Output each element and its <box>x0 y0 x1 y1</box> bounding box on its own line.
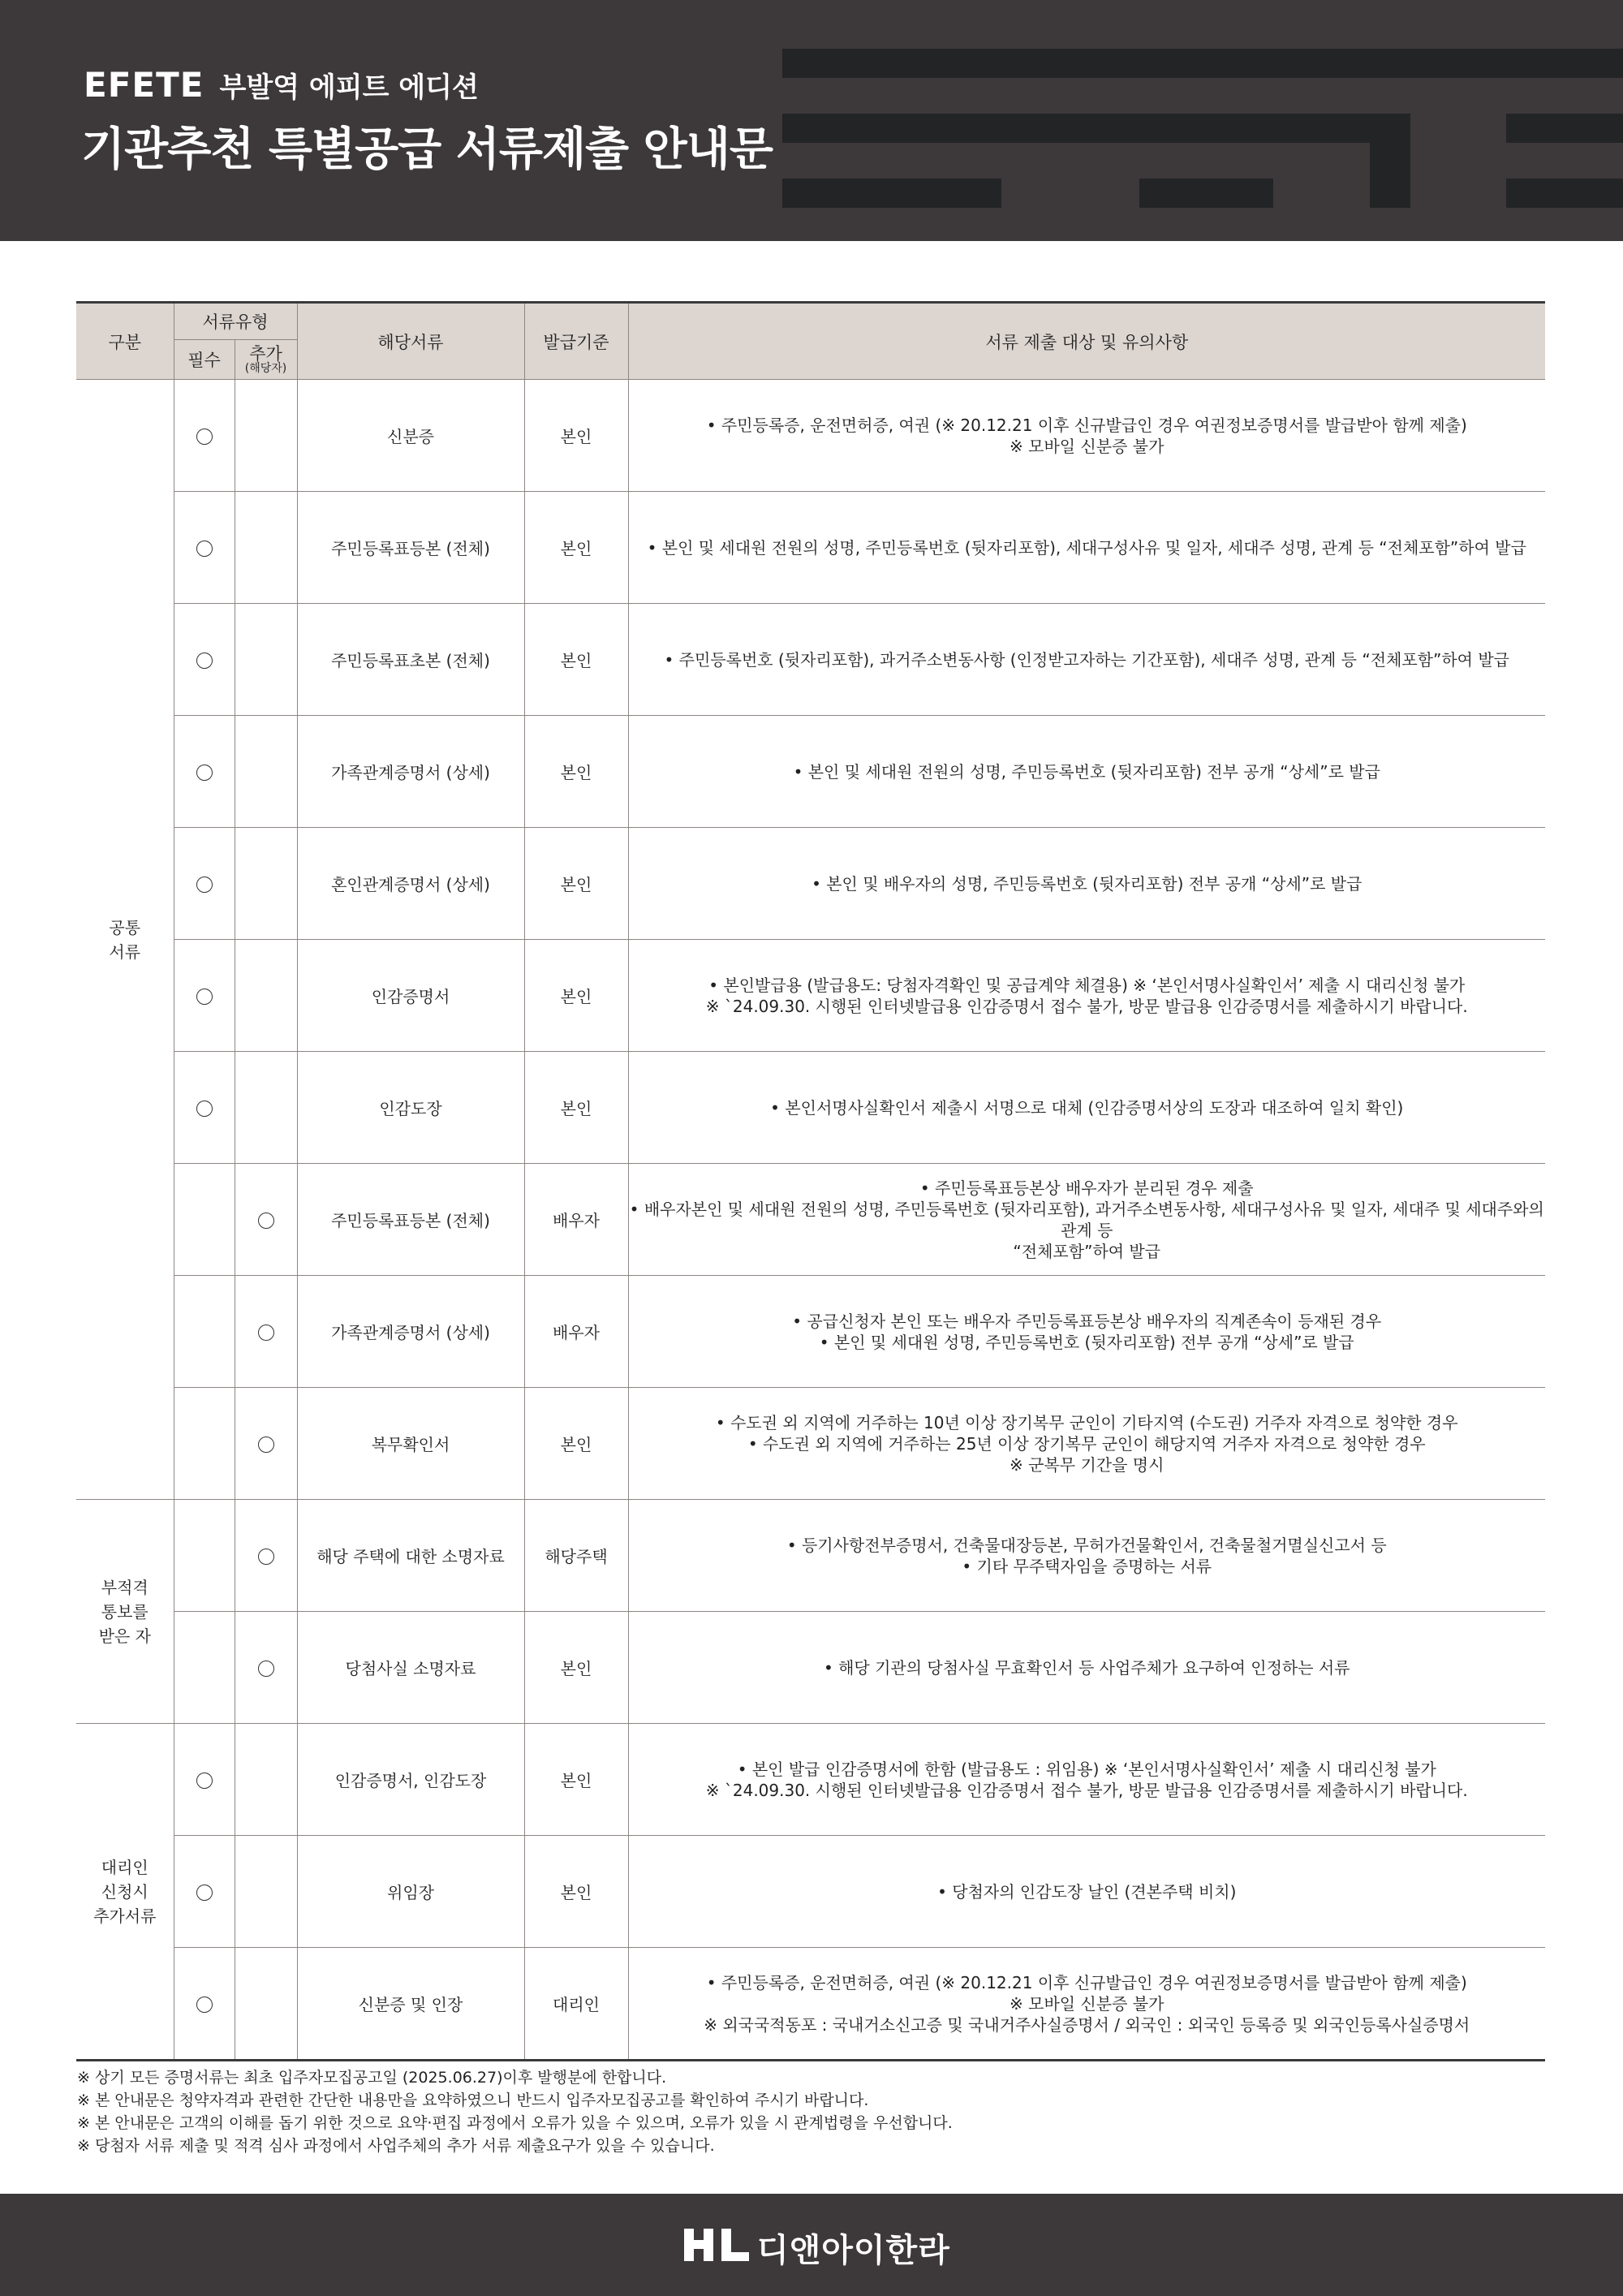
group-label-line: 통보를 <box>101 1601 149 1622</box>
header-notes: 서류 제출 대상 및 유의사항 <box>628 303 1545 380</box>
group-label <box>76 1724 174 2061</box>
issuer: 본인 <box>524 940 628 1052</box>
note-line: • 공급신청자 본인 또는 배우자 주민등록표등본상 배우자의 직계존속이 등재된 경우 <box>792 1311 1382 1331</box>
table-body <box>76 380 1545 2061</box>
required-cell <box>174 1276 235 1388</box>
table-row <box>76 716 1545 828</box>
notes-cell <box>628 1612 1545 1724</box>
note-line: ※ 모바일 신분증 불가 <box>1010 436 1165 456</box>
footnote: ※ 당첨자 서류 제출 및 적격 심사 과정에서 사업주체의 추가 서류 제출요구가 있을 수 있습니다. <box>77 2137 715 2155</box>
page-title: 기관추천 특별공급 서류제출 안내문 <box>81 123 773 176</box>
circle-mark-icon <box>196 1101 213 1117</box>
issuer: 대리인 <box>524 1948 628 2061</box>
footnote: ※ 본 안내문은 청약자격과 관련한 간단한 내용만을 요약하였으니 반드시 입주자모집공고를 확인하여 주시기 바랍니다. <box>77 2091 869 2109</box>
issuer: 해당주택 <box>524 1500 628 1612</box>
footer-banner <box>0 2194 1623 2296</box>
brand-name: EFETE <box>84 65 204 105</box>
required-cell <box>174 1388 235 1500</box>
note-line: • 본인 및 세대원 전원의 성명, 주민등록번호 (뒷자리포함), 세대구성사유 및 일자, 세대주 성명, 관계 등 “전체포함”하여 발급 <box>647 537 1526 558</box>
circle-mark-icon <box>196 653 213 669</box>
document-name: 주민등록표초본 (전체) <box>297 604 524 716</box>
document-name: 가족관계증명서 (상세) <box>297 716 524 828</box>
notes-cell <box>628 828 1545 940</box>
issuer: 본인 <box>524 1052 628 1164</box>
additional-cell <box>235 1164 297 1276</box>
notes-cell <box>628 1052 1545 1164</box>
document-name: 신분증 및 인장 <box>297 1948 524 2061</box>
additional-cell <box>235 380 297 492</box>
hl-logo-mark-icon <box>684 2229 749 2261</box>
document-name: 혼인관계증명서 (상세) <box>297 828 524 940</box>
notes-cell <box>628 1276 1545 1388</box>
notes-cell <box>628 1388 1545 1500</box>
issuer: 본인 <box>524 828 628 940</box>
table-row <box>76 1948 1545 2061</box>
circle-mark-icon <box>196 989 213 1005</box>
documents-table <box>76 301 1545 2061</box>
table-row <box>76 1388 1545 1500</box>
table-row <box>76 1164 1545 1276</box>
brand-line <box>84 65 479 105</box>
document-name: 인감도장 <box>297 1052 524 1164</box>
note-line: ※ 모바일 신분증 불가 <box>1010 1993 1165 2014</box>
note-line: ※ `24.09.30. 시행된 인터넷발급용 인감증명서 접수 불가, 방문 발급용 인감증명서를 제출하시기 바랍니다. <box>705 1780 1468 1800</box>
notes-cell <box>628 1724 1545 1836</box>
issuer: 본인 <box>524 1612 628 1724</box>
header-additional-label: 추가 <box>249 343 282 364</box>
table-row <box>76 1612 1545 1724</box>
notes-cell <box>628 492 1545 604</box>
table-row <box>76 1724 1545 1836</box>
note-line: • 주민등록번호 (뒷자리포함), 과거주소변동사항 (인정받고자하는 기간포함), 세대주 성명, 관계 등 “전체포함”하여 발급 <box>664 649 1509 670</box>
note-line: • 주민등록증, 운전면허증, 여권 (※ 20.12.21 이후 신규발급인 경우 여권정보증명서를 발급받아 함께 제출) <box>706 415 1467 435</box>
document-name: 주민등록표등본 (전체) <box>297 1164 524 1276</box>
group-label-line: 신청시 <box>101 1881 149 1902</box>
issuer: 본인 <box>524 604 628 716</box>
document-name: 복무확인서 <box>297 1388 524 1500</box>
additional-cell <box>235 716 297 828</box>
note-line: ※ 외국국적동포 : 국내거소신고증 및 국내거주사실증명서 / 외국인 : 외국인 등록증 및 외국인등록사실증명서 <box>704 2014 1470 2035</box>
issuer: 본인 <box>524 492 628 604</box>
header-issuer: 발급기준 <box>524 303 628 380</box>
document-name: 주민등록표등본 (전체) <box>297 492 524 604</box>
notes-cell <box>628 1836 1545 1948</box>
circle-mark-icon <box>196 429 213 445</box>
table-row <box>76 1500 1545 1612</box>
circle-mark-icon <box>196 877 213 893</box>
footnote: ※ 본 안내문은 고객의 이해를 돕기 위한 것으로 요약·편집 과정에서 오류가 있을 수 있으며, 오류가 있을 시 관계법령을 우선합니다. <box>77 2114 953 2132</box>
group-label-line: 추가서류 <box>93 1906 157 1926</box>
notes-cell <box>628 380 1545 492</box>
note-line: • 본인 발급 인감증명서에 한함 (발급용도 : 위임용) ※ ‘본인서명사실확인서’ 제출 시 대리신청 불가 <box>737 1759 1436 1779</box>
required-cell <box>174 1724 235 1836</box>
table-row <box>76 604 1545 716</box>
note-line: • 기타 무주택자임을 증명하는 서류 <box>962 1556 1212 1576</box>
required-cell <box>174 716 235 828</box>
header-additional <box>235 340 297 380</box>
additional-cell <box>235 1724 297 1836</box>
table-row <box>76 940 1545 1052</box>
group-label-line: 서류 <box>109 941 141 962</box>
edition-name: 부발역 에피트 에디션 <box>219 71 479 104</box>
circle-mark-icon <box>196 765 213 781</box>
header-group: 구분 <box>76 303 174 380</box>
footer-brand-name: 디앤아이한라 <box>757 2232 950 2269</box>
required-cell <box>174 1612 235 1724</box>
required-cell <box>174 604 235 716</box>
footnotes <box>77 2066 953 2157</box>
additional-cell <box>235 828 297 940</box>
header-banner <box>0 0 1623 241</box>
circle-mark-icon <box>258 1213 274 1229</box>
required-cell <box>174 1052 235 1164</box>
document-name: 신분증 <box>297 380 524 492</box>
issuer: 본인 <box>524 716 628 828</box>
additional-cell <box>235 492 297 604</box>
additional-cell <box>235 940 297 1052</box>
footnote: ※ 상기 모든 증명서류는 최초 입주자모집공고일 (2025.06.27)이후 발행분에 한합니다. <box>77 2069 667 2087</box>
required-cell <box>174 492 235 604</box>
note-line: • 등기사항전부증명서, 건축물대장등본, 무허가건물확인서, 건축물철거멸실신고서 등 <box>786 1535 1387 1555</box>
document-name: 인감증명서 <box>297 940 524 1052</box>
note-line: • 주민등록표등본상 배우자가 분리된 경우 제출 <box>919 1178 1254 1198</box>
group-label-line: 대리인 <box>101 1857 149 1877</box>
group-label-line: 부적격 <box>101 1577 149 1597</box>
issuer: 배우자 <box>524 1164 628 1276</box>
additional-cell <box>235 1948 297 2061</box>
issuer: 본인 <box>524 1724 628 1836</box>
document-name: 인감증명서, 인감도장 <box>297 1724 524 1836</box>
note-line: • 본인서명사실확인서 제출시 서명으로 대체 (인감증명서상의 도장과 대조하여 일치 확인) <box>770 1097 1404 1118</box>
table-row <box>76 1276 1545 1388</box>
table-row <box>76 380 1545 492</box>
notes-cell <box>628 1948 1545 2061</box>
note-line: • 해당 기관의 당첨사실 무효확인서 등 사업주체가 요구하여 인정하는 서류 <box>823 1657 1350 1678</box>
note-line: ※ `24.09.30. 시행된 인터넷발급용 인감증명서 접수 불가, 방문 발급용 인감증명서를 제출하시기 바랍니다. <box>705 996 1468 1016</box>
document-name: 해당 주택에 대한 소명자료 <box>297 1500 524 1612</box>
group-label-line: 받은 자 <box>98 1626 151 1646</box>
required-cell <box>174 1836 235 1948</box>
notes-cell <box>628 716 1545 828</box>
circle-mark-icon <box>258 1325 274 1341</box>
circle-mark-icon <box>258 1437 274 1453</box>
note-line: • 본인발급용 (발급용도: 당첨자격확인 및 공급계약 체결용) ※ ‘본인서명사실확인서’ 제출 시 대리신청 불가 <box>708 975 1466 995</box>
additional-cell <box>235 1612 297 1724</box>
required-cell <box>174 1948 235 2061</box>
table-row <box>76 1052 1545 1164</box>
header-doc-type: 서류유형 <box>174 303 297 340</box>
required-cell <box>174 940 235 1052</box>
issuer: 본인 <box>524 380 628 492</box>
group-label-line: 공통 <box>109 917 141 937</box>
header-document: 해당서류 <box>297 303 524 380</box>
additional-cell <box>235 1500 297 1612</box>
circle-mark-icon <box>196 1997 213 2013</box>
note-line: • 본인 및 세대원 전원의 성명, 주민등록번호 (뒷자리포함) 전부 공개 “상세”로 발급 <box>793 761 1380 782</box>
required-cell <box>174 1164 235 1276</box>
header-required: 필수 <box>174 340 235 380</box>
note-line: • 본인 및 세대원 성명, 주민등록번호 (뒷자리포함) 전부 공개 “상세”로 발급 <box>819 1332 1354 1352</box>
table-row <box>76 492 1545 604</box>
document-name: 위임장 <box>297 1836 524 1948</box>
note-line: • 본인 및 배우자의 성명, 주민등록번호 (뒷자리포함) 전부 공개 “상세”로 발급 <box>812 873 1363 894</box>
circle-mark-icon <box>196 1885 213 1901</box>
issuer: 본인 <box>524 1388 628 1500</box>
issuer: 본인 <box>524 1836 628 1948</box>
notes-cell <box>628 604 1545 716</box>
notes-cell <box>628 1164 1545 1276</box>
group-label <box>76 380 174 1500</box>
circle-mark-icon <box>196 1773 213 1789</box>
note-line: • 배우자본인 및 세대원 전원의 성명, 주민등록번호 (뒷자리포함), 과거주소변동사항, 세대구성사유 및 일자, 세대주 및 세대주와의 관계 등 <box>629 1199 1544 1240</box>
issuer: 배우자 <box>524 1276 628 1388</box>
note-line: ※ 군복무 기간을 명시 <box>1010 1454 1165 1475</box>
document-name: 당첨사실 소명자료 <box>297 1612 524 1724</box>
header-additional-note: (해당자) <box>244 361 287 375</box>
table-row <box>76 828 1545 940</box>
additional-cell <box>235 1388 297 1500</box>
required-cell <box>174 380 235 492</box>
additional-cell <box>235 1052 297 1164</box>
efete-logo-graphic <box>782 49 1623 208</box>
additional-cell <box>235 1836 297 1948</box>
notes-cell <box>628 940 1545 1052</box>
circle-mark-icon <box>258 1549 274 1565</box>
note-line: • 수도권 외 지역에 거주하는 25년 이상 장기복무 군인이 해당지역 거주자 자격으로 청약한 경우 <box>747 1433 1426 1454</box>
note-line: “전체포함”하여 발급 <box>1013 1241 1161 1261</box>
table-row <box>76 1836 1545 1948</box>
note-line: • 주민등록증, 운전면허증, 여권 (※ 20.12.21 이후 신규발급인 경우 여권정보증명서를 발급받아 함께 제출) <box>706 1972 1467 1992</box>
additional-cell <box>235 604 297 716</box>
group-label <box>76 1500 174 1724</box>
note-line: • 당첨자의 인감도장 날인 (견본주택 비치) <box>937 1881 1237 1902</box>
additional-cell <box>235 1276 297 1388</box>
notes-cell <box>628 1500 1545 1612</box>
circle-mark-icon <box>196 541 213 557</box>
circle-mark-icon <box>258 1661 274 1677</box>
required-cell <box>174 828 235 940</box>
note-line: • 수도권 외 지역에 거주하는 10년 이상 장기복무 군인이 기타지역 (수도권) 거주자 자격으로 청약한 경우 <box>715 1412 1458 1432</box>
required-cell <box>174 1500 235 1612</box>
document-name: 가족관계증명서 (상세) <box>297 1276 524 1388</box>
